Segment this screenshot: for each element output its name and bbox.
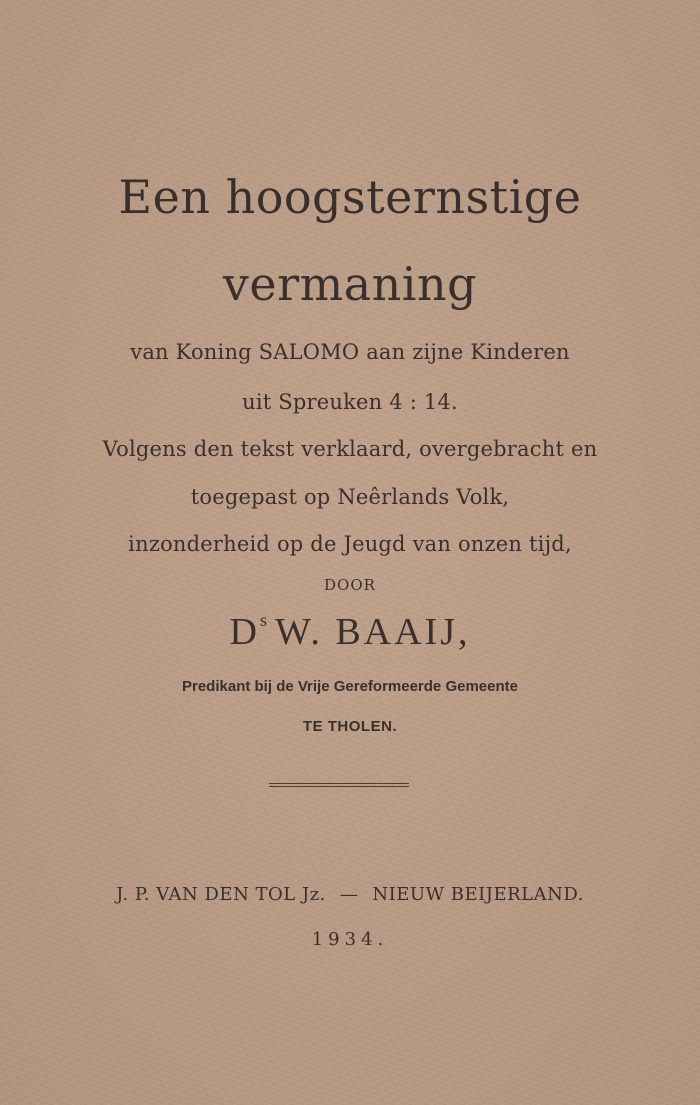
publisher-line <box>0 884 700 905</box>
by-label: DOOR <box>324 576 376 594</box>
subtitle-line-5: inzonderheid op de Jeugd van onzen tijd, <box>128 532 572 556</box>
author-prefix-superscript: s <box>259 610 267 630</box>
author-prefix: D <box>229 611 260 653</box>
publisher-name: J. P. VAN DEN TOL Jz. <box>116 884 326 905</box>
publisher-separator: — <box>339 884 359 905</box>
subtitle-line-2: uit Spreuken 4 : 14. <box>242 390 458 414</box>
subtitle-line-1: van Koning SALOMO aan zijne Kinderen <box>130 340 570 364</box>
subtitle-line-3: Volgens den tekst verklaard, overgebracht en <box>102 437 598 461</box>
decorative-rule <box>269 783 409 787</box>
title-line-1: Een hoogsternstige <box>118 170 582 224</box>
title-line-2: vermaning <box>222 257 478 311</box>
author-name-line <box>0 610 700 654</box>
publication-year: 1934. <box>311 929 389 950</box>
author-role: Predikant bij de Vrije Gereformeerde Gemeente <box>182 678 518 695</box>
publisher-city: NIEUW BEIJERLAND. <box>372 884 584 905</box>
author-place: TE THOLEN. <box>302 718 398 735</box>
author-name: W. BAAIJ, <box>274 611 471 653</box>
subtitle-line-4: toegepast op Neêrlands Volk, <box>190 485 510 509</box>
